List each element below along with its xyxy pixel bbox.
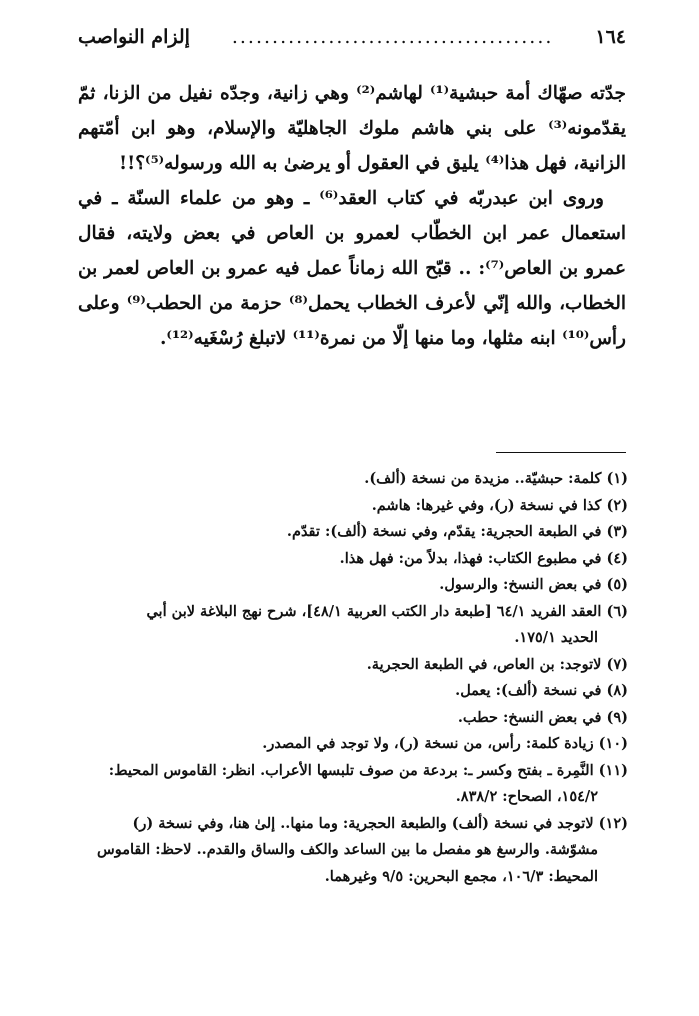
footnote xyxy=(76,519,628,546)
footnote-text: كذا في نسخة (ر)، وفي غيرها: هاشم. xyxy=(371,496,602,514)
footnote-continuation: ١٥٤/٢، الصحاح: ٨٣٨/٢. xyxy=(455,788,598,805)
footnote-continuation: الحديد ١٧٥/١. xyxy=(514,629,598,646)
footnote xyxy=(76,758,628,811)
footnote-text: كلمة: حبشيّة.. مزيدة من نسخة (ألف). xyxy=(364,470,602,487)
running-title: إلزام النواصب xyxy=(78,26,190,48)
footnote-number: (٦) xyxy=(606,602,628,620)
footnote-text: في الطبعة الحجرية: يقدّم، وفي نسخة (ألف): تقدّم. xyxy=(286,523,602,540)
footnote-text: في بعض النسخ: والرسول. xyxy=(439,576,602,593)
footnote xyxy=(76,546,628,573)
footnote-text: النَّمِرة ـ بفتح وكسر ـ: بردعة من صوف تلبسها الأعراب. انظر: القاموس المحيط: xyxy=(108,761,594,779)
footnote xyxy=(76,572,628,599)
header-leader-dots: ........................................ xyxy=(231,26,554,48)
footnote-number: (٧) xyxy=(606,655,628,673)
footnote-text: زيادة كلمة: رأس، من نسخة (ر)، ولا توجد في المصدر. xyxy=(262,735,594,752)
page-number: ١٦٤ xyxy=(595,26,626,48)
footnote-continuation: مشوّشة. والرسغ هو مفصل ما بين الساعد والكف والساق والقدم.. لاحظ: القاموس المحيط: ١٠٦/٣، مجمع البحرين: ٩/٥ وغيرهما. xyxy=(97,841,598,885)
footnote-text: لاتوجد في نسخة (ألف) والطبعة الحجرية: وما منها.. إلىٰ هنا، وفي نسخة (ر) xyxy=(132,814,594,832)
footnote xyxy=(76,599,628,652)
main-text xyxy=(78,76,626,356)
footnote-text: العقد الفريد ٦٤/١ [طبعة دار الكتب العربية ٤٨/١]، شرح نهج البلاغة لابن أبي xyxy=(146,602,602,620)
footnote xyxy=(76,493,628,520)
footnote-number: (٤) xyxy=(606,549,628,567)
footnote-number: (١٠) xyxy=(598,735,628,752)
footnote xyxy=(76,705,628,732)
footnotes xyxy=(76,466,628,890)
footnote-number: (١) xyxy=(606,470,628,487)
footnote-number: (٢) xyxy=(606,496,628,514)
footnote xyxy=(76,731,628,758)
footnote xyxy=(76,652,628,679)
footnote xyxy=(76,811,628,891)
footnote-number: (٣) xyxy=(606,523,628,540)
footnote-number: (١٢) xyxy=(598,814,628,832)
footnote-number: (١١) xyxy=(598,761,628,779)
footnote xyxy=(76,466,628,493)
footnote xyxy=(76,678,628,705)
page-header xyxy=(78,22,626,52)
footnote-text: لاتوجد: بن العاص، في الطبعة الحجرية. xyxy=(366,655,602,673)
footnote-text: في نسخة (ألف): يعمل. xyxy=(455,682,602,699)
footnote-text: في بعض النسخ: حطب. xyxy=(457,708,602,726)
paragraph: وروى ابن عبدربّه في كتاب العقد⁽⁶⁾ ـ وهو من علماء السنّة ـ في استعمال عمر ابن الخطّاب لعمرو بن العاص في بعض ولايته، فقال عمرو بن العاص⁽⁷⁾: .. قبّح الله زماناً عمل فيه عمرو بن العاص لعمر بن الخطاب، والله إنّي لأعرف الخطاب يحمل⁽⁸⁾ حزمة من الحطب⁽⁹⁾ وعلى رأس⁽¹⁰⁾ ابنه مثلها، وما منها إلّا من نمرة⁽¹¹⁾ لاتبلغ رُسْغَيه⁽¹²⁾. xyxy=(78,188,627,349)
footnote-text: في مطبوع الكتاب: فهذا، بدلاً من: فهل هذا. xyxy=(339,549,602,567)
footnote-number: (٥) xyxy=(606,576,628,593)
footnote-separator xyxy=(496,452,626,453)
footnote-number: (٨) xyxy=(606,682,628,699)
paragraph: جدّته صهّاك أمة حبشية⁽¹⁾ لهاشم⁽²⁾ وهي زانية، وجدّه نفيل من الزنا، ثمّ يقدّمونه⁽³⁾ على بني هاشم ملوك الجاهليّة والإسلام، وهو ابن أمّتهم الزانية، فهل هذا⁽⁴⁾ يليق في العقول أو يرضىٰ به الله ورسوله⁽⁵⁾؟!! xyxy=(78,83,626,174)
footnote-number: (٩) xyxy=(606,708,628,726)
